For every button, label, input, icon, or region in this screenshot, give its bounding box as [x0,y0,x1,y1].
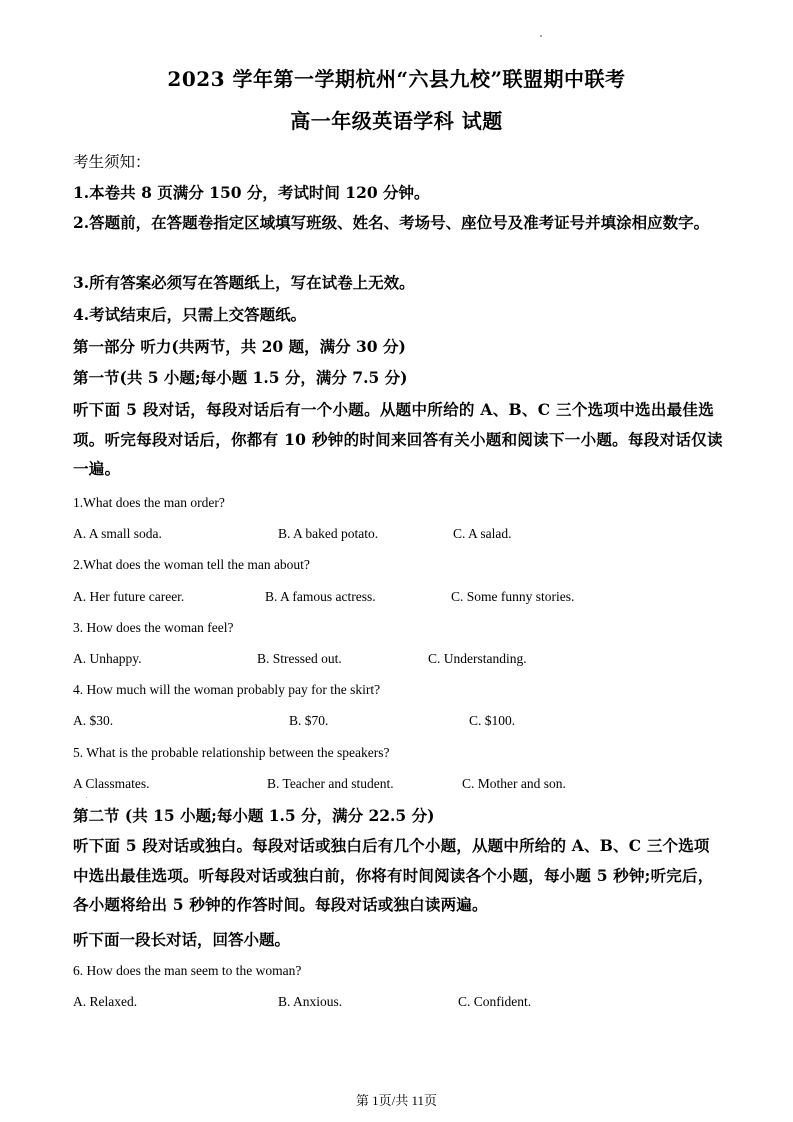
question-3-stem: 3. How does the woman feel? [73,620,234,635]
long-dialogue-lead: 听下面一段长对话，回答小题。 [73,930,291,949]
exam-subtitle: 高一年级英语学科 试题 [290,109,503,133]
question-2-stem: 2.What does the woman tell the man about? [73,557,310,572]
question-6-stem: 6. How does the man seem to the woman? [73,963,302,978]
scan-speck [540,35,542,37]
question-2-option-c: C. Some funny stories. [451,589,575,604]
question-3-option-b: B. Stressed out. [257,651,342,666]
question-4-option-c: C. $100. [469,713,516,728]
question-1-option-c: C. A salad. [453,526,512,541]
exam-title: 2023 学年第一学期杭州“六县九校”联盟期中联考 [167,67,626,91]
page-number-footer: 第 1页/共 11页 [355,1093,438,1108]
question-4-option-a: A. $30. [73,713,114,728]
section1-heading: 第一节(共 5 小题;每小题 1.5 分，满分 7.5 分) [73,368,408,387]
scan-speck [86,797,87,798]
question-5-option-a: A Classmates. [73,776,150,791]
question-5-option-b: B. Teacher and student. [267,776,394,791]
question-1-option-b: B. A baked potato. [278,526,379,541]
section1-instruction: 听下面 5 段对话，每段对话后有一个小题。从题中所给的 A、B、C 三个选项中选出最佳选项。听完每段对话后，你都有 10 秒钟的时间来回答有关小题和阅读下一小题。每段对话仅读一遍。 [73,400,723,478]
notice-heading: 考生须知： [73,153,151,171]
question-4-option-b: B. $70. [289,713,329,728]
section2-heading: 第二节 (共 15 小题;每小题 1.5 分，满分 22.5 分) [73,806,435,825]
notice-rule-2: 2.答题前，在答题卷指定区域填写班级、姓名、考场号、座位号及准考证号并填涂相应数字。 [73,213,710,232]
question-5-stem: 5. What is the probable relationship between the speakers? [73,745,390,760]
section2-instruction: 听下面 5 段对话或独白。每段对话或独白后有几个小题，从题中所给的 A、B、C 三个选项中选出最佳选项。听每段对话或独白前，你将有时间阅读各个小题，每小题 5 秒钟;听完后，各小题将给出 5 秒钟的作答时间。每段对话或独白读两遍。 [73,836,714,914]
question-6-option-b: B. Anxious. [278,994,343,1009]
question-1-option-a: A. A small soda. [73,526,162,541]
question-5-option-c: C. Mother and son. [462,776,566,791]
question-1-stem: 1.What does the man order? [73,495,225,510]
notice-rule-1: 1.本卷共 8 页满分 150 分，考试时间 120 分钟。 [73,183,430,202]
notice-rule-4: 4.考试结束后，只需上交答题纸。 [73,305,307,324]
question-4-stem: 4. How much will the woman probably pay for the skirt? [73,682,381,697]
question-6-option-c: C. Confident. [458,994,532,1009]
question-2-option-b: B. A famous actress. [265,589,376,604]
question-2-option-a: A. Her future career. [73,589,185,604]
question-3-option-c: C. Understanding. [428,651,527,666]
question-3-option-a: A. Unhappy. [73,651,142,666]
notice-rule-3: 3.所有答案必须写在答题纸上，写在试卷上无效。 [73,273,415,292]
part1-heading: 第一部分 听力(共两节，共 20 题，满分 30 分) [73,337,406,356]
question-6-option-a: A. Relaxed. [73,994,138,1009]
